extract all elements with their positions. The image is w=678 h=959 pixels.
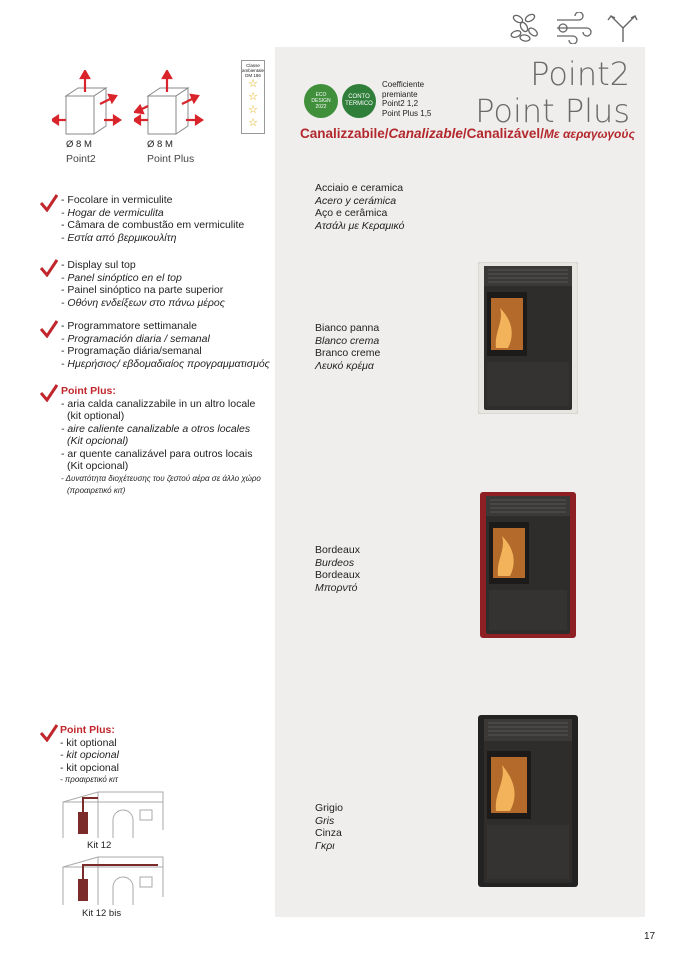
feature-line: (Kit opcional) [67, 460, 129, 472]
ducting-icon [605, 10, 641, 44]
variant-line: Bordeaux [315, 544, 360, 556]
coefficient-line1: Coefficiente [382, 80, 425, 89]
feature-line: - aria calda canalizzabile in un altro locale [61, 397, 256, 410]
feature-block-3 [61, 320, 270, 370]
coefficient-line4: Point Plus 1,5 [382, 108, 432, 118]
subtitle-canalizable [300, 126, 635, 141]
feature-line: - Display sul top [61, 259, 136, 271]
subtitle-sep: / [462, 126, 467, 141]
feature-line: - aire caliente canalizable a otros locales [61, 422, 251, 435]
subtitle-el: Με αεραγωγούς [543, 127, 635, 141]
feature-block-2 [61, 259, 225, 309]
feature-line: (kit optional) [67, 410, 125, 422]
variant-line: Γκρι [315, 839, 335, 852]
variant-line: Λευκό κρέμα [315, 359, 374, 372]
checkmark-icon [40, 194, 58, 212]
feature-line: - Programación diaria / semanal [61, 332, 210, 345]
pointplus-feature-block [61, 385, 261, 496]
checkmark-icon [40, 259, 58, 277]
variant-line: Blanco crema [315, 334, 380, 347]
feature-line: - ar quente canalizável para outros locais [61, 447, 253, 460]
pointplus-label: Point Plus [147, 153, 195, 165]
feature-line: - Câmara de combustão em vermiculite [61, 219, 245, 231]
variant-line: Grigio [315, 802, 344, 814]
variant-bordeaux-text [315, 544, 360, 594]
eco-badge-l3: 2022 [315, 104, 327, 110]
kit-line: - προαιρετικό κιτ [60, 775, 118, 784]
coefficient-line3: Point2 1,2 [382, 99, 419, 108]
feature-line: - Programmatore settimanale [61, 320, 197, 332]
point2-label: Point2 [66, 153, 96, 165]
coefficient-text [382, 80, 431, 118]
conto-termico-badge [342, 84, 376, 118]
coefficient-line2: premiante [382, 89, 418, 99]
variant-line: Branco creme [315, 347, 381, 359]
classe-badge [241, 60, 265, 134]
pointplus-kit-heading: Point Plus: [60, 724, 115, 736]
product-panel [275, 47, 645, 917]
feature-line: - Programação diária/semanal [61, 345, 202, 357]
checkmark-icon [40, 320, 58, 338]
material-line: Aço e cerâmica [315, 207, 388, 219]
feature-line: - Οθόνη ενδείξεων στο πάνω μέρος [61, 296, 225, 309]
stove-bordeaux-image [480, 492, 576, 638]
pointplus-heading: Point Plus: [61, 385, 116, 397]
variant-line: Cinza [315, 827, 342, 839]
pointplus-kit-block [60, 724, 119, 787]
kit-line: - kit opcional [60, 761, 119, 774]
pointplus-diameter: Ø 8 M [147, 139, 173, 150]
kit-line: - kit opcional [60, 749, 119, 761]
kit12bis-label: Kit 12 bis [82, 908, 122, 919]
title-point2: Point2 [530, 55, 630, 93]
subtitle-it: Canalizzabile [300, 126, 385, 141]
page-number: 17 [644, 931, 656, 942]
feature-line: (προαιρετικό κιτ) [67, 485, 126, 495]
eco-design-badge [304, 84, 338, 118]
eco-badge-l1: ECO [315, 92, 327, 98]
subtitle-sep: / [384, 126, 389, 141]
variant-line: Bianco panna [315, 322, 380, 334]
kit12bis-illustration [58, 855, 168, 907]
feature-line: - Painel sinóptico na parte superior [61, 284, 224, 296]
variant-line: Μπορντό [315, 581, 358, 594]
kit12-illustration [58, 790, 168, 840]
material-line: Acero y cerámica [315, 194, 397, 207]
material-line: Acciaio e ceramica [315, 182, 404, 194]
feature-line: - Focolare in vermiculite [61, 194, 173, 206]
conto-badge-l2: TERMICO [345, 101, 373, 107]
feature-line: - Panel sinóptico en el top [61, 271, 182, 284]
variant-line: Bordeaux [315, 569, 360, 581]
feature-line: - Hogar de vermiculita [61, 206, 164, 219]
feature-line: - Ημερήσιος/ εβδομαδιαίος προγραμματισμός [61, 357, 270, 370]
star-icons: ☆ ☆ ☆ ☆ [248, 78, 258, 129]
variant-grey-text [315, 802, 343, 852]
classe-line2: ambientale [242, 68, 265, 73]
stove-cream-image [478, 262, 578, 414]
feature-line: (Kit opcional) [67, 435, 129, 447]
point2-diameter: Ø 8 M [66, 139, 92, 150]
subtitle-pt: Canalizável [466, 126, 541, 141]
title-point-plus: Point Plus [475, 92, 630, 130]
conto-badge-l1: CONTO [348, 94, 370, 100]
materials-text [315, 182, 404, 232]
subtitle-sep: / [540, 126, 544, 141]
variant-cream-text [315, 322, 380, 372]
variant-line: Gris [315, 814, 335, 827]
air-flow-icon [555, 12, 595, 44]
kit12-label: Kit 12 [87, 840, 112, 851]
classe-line1: Classe [246, 63, 260, 68]
subtitle-es: Canalizable [388, 126, 463, 141]
material-line: Ατσάλι με Κεραμικό [315, 219, 405, 232]
kit-line: - kit optional [60, 736, 117, 749]
checkmark-icon [40, 724, 58, 742]
feature-line: - Εστία από βερμικουλίτη [61, 231, 177, 244]
checkmark-icon [40, 384, 58, 402]
pointplus-airflow-diagram [134, 70, 204, 142]
product-title [475, 56, 630, 130]
point2-airflow-diagram [52, 70, 122, 142]
pellet-icon [508, 10, 544, 44]
stove-grey-image [478, 715, 578, 887]
feature-line: - Δυνατότητα διοχέτευσης του ζεστού αέρα σε άλλο χώρο [61, 473, 261, 483]
classe-line3: DM 186 [245, 73, 261, 78]
variant-line: Burdeos [315, 556, 355, 569]
feature-block-1 [61, 194, 244, 244]
eco-badge-l2: DESIGN [311, 98, 331, 104]
